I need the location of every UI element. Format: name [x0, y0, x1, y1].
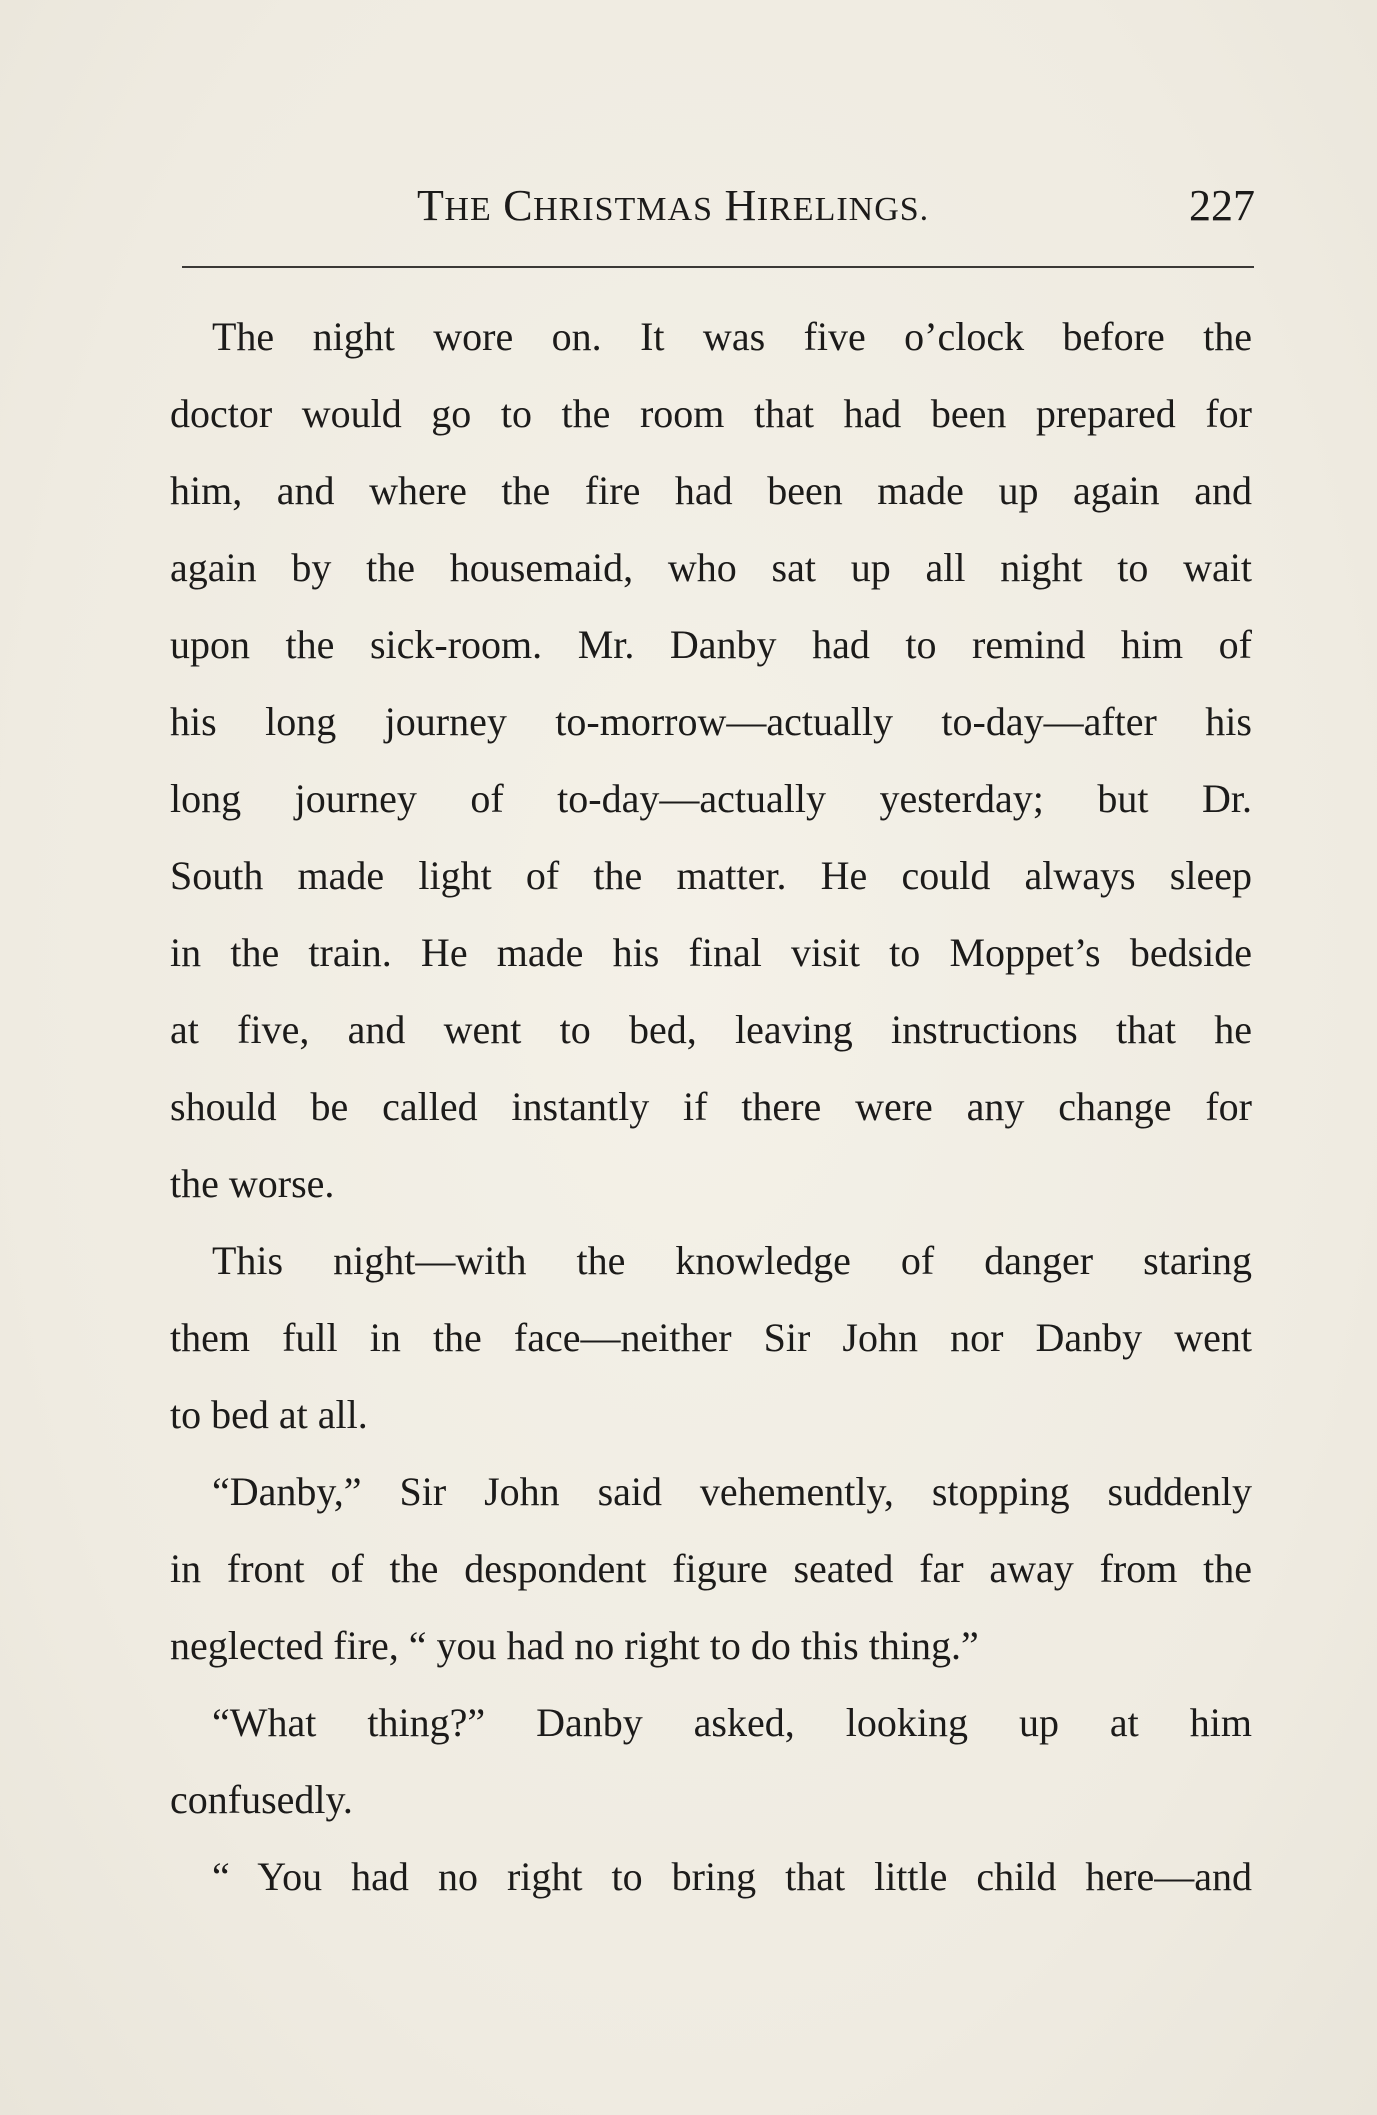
text-line: This night—with the knowledge of danger staring: [212, 1238, 1252, 1283]
text-line: at five, and went to bed, leaving instructions that he: [170, 1007, 1252, 1052]
text-line: The night wore on. It was five o’clock before the: [212, 314, 1252, 359]
running-head: [180, 176, 1255, 236]
title-initial: T: [417, 181, 445, 230]
text-line: again by the housemaid, who sat up all night to wait: [170, 545, 1252, 590]
text-line: “What thing?” Danby asked, looking up at him: [212, 1700, 1252, 1745]
text-line: his long journey to-morrow—actually to-day—after his: [170, 699, 1252, 744]
page-number: 227: [1189, 181, 1255, 230]
title-smallcaps: HE: [444, 191, 492, 228]
text-line: South made light of the matter. He could always sleep: [170, 853, 1252, 898]
title-initial: H: [724, 181, 757, 230]
body-text: [170, 298, 1252, 1915]
text-line: should be called instantly if there were any change for: [170, 1084, 1252, 1129]
title-smallcaps: IRELINGS.: [756, 191, 930, 228]
text-line: them full in the face—neither Sir John nor Danby went: [170, 1315, 1252, 1360]
text-line: confusedly.: [170, 1777, 353, 1822]
text-line: him, and where the fire had been made up again and: [170, 468, 1252, 513]
text-line: in front of the despondent figure seated far away from the: [170, 1546, 1252, 1591]
text-line: upon the sick-room. Mr. Danby had to remind him of: [170, 622, 1252, 667]
text-line: in the train. He made his final visit to Moppet’s bedside: [170, 930, 1252, 975]
text-line: doctor would go to the room that had been prepared for: [170, 391, 1252, 436]
text-line: neglected fire, “ you had no right to do this thing.”: [170, 1623, 979, 1668]
header-rule: [182, 266, 1254, 268]
running-title: [417, 176, 929, 240]
text-line: “Danby,” Sir John said vehemently, stopping suddenly: [212, 1469, 1252, 1514]
text-line: to bed at all.: [170, 1392, 368, 1437]
text-line: “ You had no right to bring that little child here—and: [212, 1854, 1252, 1899]
text-line: the worse.: [170, 1161, 335, 1206]
text-line: long journey of to-day—actually yesterday; but Dr.: [170, 776, 1252, 821]
title-smallcaps: HRISTMAS: [533, 191, 714, 228]
title-initial: C: [503, 181, 534, 230]
